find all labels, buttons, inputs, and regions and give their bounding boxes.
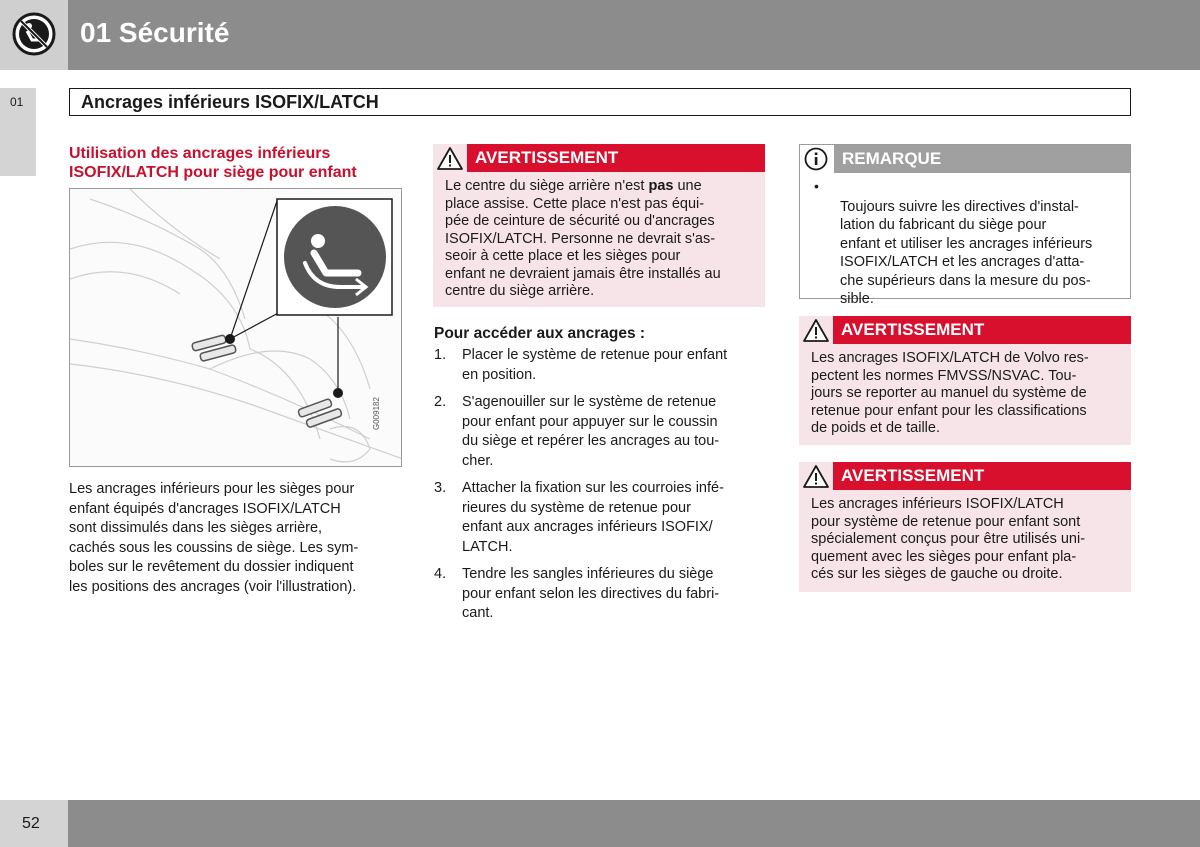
warning-box-standards [799, 316, 1131, 445]
warning-title: AVERTISSEMENT [841, 466, 985, 485]
footer-page-tab [0, 800, 68, 847]
note-header [800, 145, 1130, 173]
chapter-side-tab [0, 88, 36, 176]
warning-header [433, 144, 765, 172]
step-text: Attacher la fixation sur les courroies infé- rieures du système de retenue pour enfant aux ancrages inférieurs ISOFIX/ LATCH. [462, 480, 724, 555]
chapter-title: 01 Sécurité [80, 17, 230, 48]
no-seatbelt-child-seat-icon [12, 12, 56, 56]
chapter-icon-tab [0, 0, 68, 70]
step-number: 3. [434, 480, 447, 496]
warning-title: AVERTISSEMENT [841, 320, 985, 339]
warning-text-part: Le centre du siège arrière n'est [445, 178, 649, 194]
intro-paragraph: Les ancrages inférieurs pour les sièges pour enfant équipés d'ancrages ISOFIX/LATCH sont dissimulés dans les sièges arrière, cachés sous les coussins de siège. Les sym- boles sur le revêtement du dossier indiquent les positions des ancrages (voir l'illustration). [69, 481, 359, 595]
section-heading-box [69, 88, 1131, 116]
bullet: • [814, 178, 819, 194]
seat-illustration [69, 188, 402, 467]
warning-header [799, 462, 1131, 490]
info-icon [800, 145, 834, 173]
warning-text: Les ancrages ISOFIX/LATCH de Volvo res- pectent les normes FMVSS/NSVAC. Tou- jours se reporter au manuel du système de retenue pour enfant pour les classifications de poids et de taille. [811, 350, 1089, 436]
warning-triangle-icon [799, 462, 833, 490]
page-number: 52 [22, 815, 40, 832]
warning-title: AVERTISSEMENT [475, 148, 619, 167]
warning-box-seat-positions [799, 462, 1131, 592]
warning-box-center-seat [433, 144, 765, 307]
note-box [799, 144, 1131, 307]
seat-drawing [70, 189, 402, 467]
header-bar [68, 0, 1200, 70]
figure-code: G009182 [372, 397, 381, 430]
chapter-number: 01 [10, 95, 24, 109]
steps-heading: Pour accéder aux ancrages : [434, 325, 646, 342]
step-number: 1. [434, 347, 447, 363]
warning-triangle-icon [799, 316, 833, 344]
step-number: 2. [434, 394, 447, 410]
child-seat-anchor-icon [284, 206, 386, 308]
subheading: Utilisation des ancrages inférieurs ISOFIX/LATCH pour siège pour enfant [69, 145, 357, 181]
footer-bar [68, 800, 1200, 847]
step-text: S'agenouiller sur le système de retenue pour enfant pour appuyer sur le coussin du siège et repérer les ancrages au tou- cher. [462, 394, 720, 469]
step-text: Placer le système de retenue pour enfant en position. [462, 347, 728, 383]
section-title: Ancrages inférieurs ISOFIX/LATCH [81, 92, 379, 112]
warning-header [799, 316, 1131, 344]
note-title: REMARQUE [842, 149, 942, 168]
note-list-item [800, 173, 1130, 309]
note-text: Toujours suivre les directives d'instal- lation du fabricant du siège pour enfant et utiliser les ancrages inférieurs ISOFIX/LATCH et les ancrages d'atta- che supérieurs dans la mesure du pos- sible. [840, 198, 1093, 307]
warning-text [433, 172, 765, 301]
step-text: Tendre les sangles inférieures du siège pour enfant selon les directives du fabri- cant. [462, 566, 720, 621]
step-number: 4. [434, 566, 447, 582]
warning-text-bold: pas [648, 178, 674, 194]
warning-triangle-icon [433, 144, 467, 172]
warning-text-part: une place assise. Cette place n'est pas équi- pée de ceinture de sécurité ou d'ancrages ISOFIX/LATCH. Personne ne devrait s'as- seoir à cette place et les sièges pour enfant ne devraient jamais être installés au centre du siège arrière. [445, 178, 721, 299]
warning-text: Les ancrages inférieurs ISOFIX/LATCH pour système de retenue pour enfant sont spécialement conçus pour être utilisés uni- quement avec les sièges pour enfant pla- cés sur les sièges de gauche ou droite. [811, 496, 1086, 582]
